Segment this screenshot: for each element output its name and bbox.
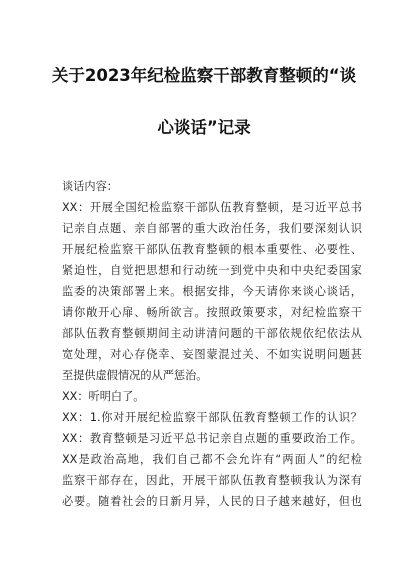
body-line: 开展纪检监察干部队伍教育整顿的根本重要性、必要性、	[62, 243, 362, 256]
body-line: 至提供虚假情况的从严惩治。	[62, 369, 208, 382]
body-line: 监委的决策部署上来。根据安排，今天请你来谈心谈话，	[62, 285, 362, 298]
body-line: 必要。随着社会的日新月异，人民的日子越来越好，但也	[62, 495, 362, 508]
body-line: 记亲自点题、亲自部署的重大政治任务，我们要深刻认识	[62, 222, 362, 235]
body-line: XX：听明白了。	[62, 390, 145, 403]
document-body	[62, 176, 362, 512]
body-line: 监察干部存在，因此，开展干部队伍教育整顿我认为深有	[62, 474, 362, 487]
body-line: 紧迫性，自觉把思想和行动统一到党中央和中央纪委国家	[62, 264, 362, 277]
body-line: 请你敞开心扉、畅所欲言。按照政策要求，对纪检监察干	[62, 306, 362, 319]
document-title-line-1: 关于2023年纪检监察干部教育整顿的“谈	[51, 66, 357, 85]
body-line: XX是政治高地，我们自己都不会允许有“两面人”的纪检	[62, 453, 362, 466]
body-line: XX：开展全国纪检监察干部队伍教育整顿，是习近平总书	[62, 201, 362, 214]
body-line-label: 谈话内容：	[62, 180, 118, 193]
body-line: 宽处理，对心存侥幸、妄图蒙混过关、不如实说明问题甚	[62, 348, 362, 361]
document-title-line-2: 心谈话”记录	[157, 118, 251, 137]
body-line: XX：1.你对开展纪检监察干部队伍教育整顿工作的认识？	[62, 411, 362, 424]
body-line: XX：教育整顿是习近平总书记亲自点题的重要政治工作。	[62, 432, 362, 445]
body-line: 部队伍教育整顿期间主动讲清问题的干部依规依纪依法从	[62, 327, 362, 340]
